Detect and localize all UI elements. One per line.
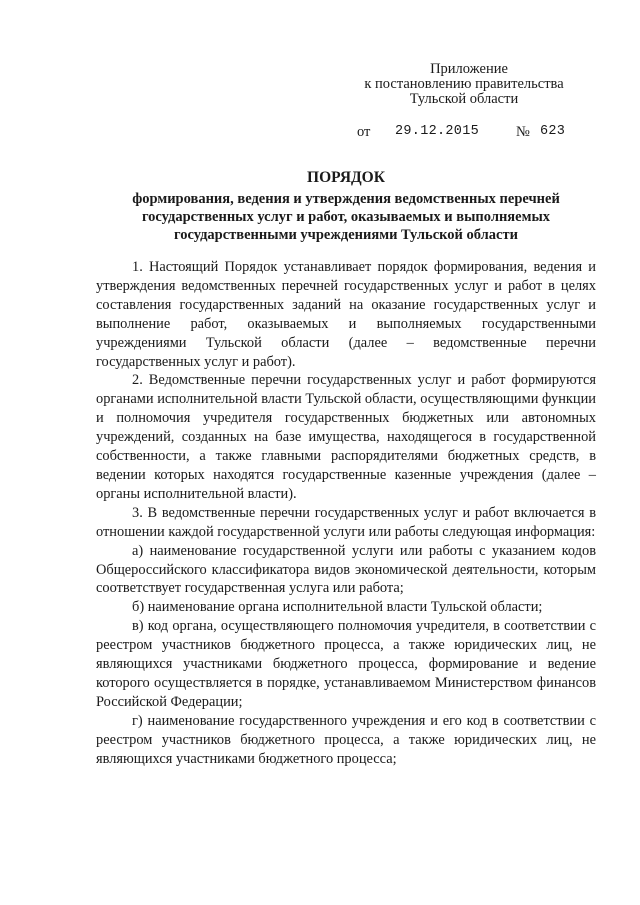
date-value: 29.12.2015 — [395, 124, 480, 139]
document-body — [96, 258, 596, 768]
appendix-header — [358, 62, 570, 107]
number-value: 623 — [540, 124, 566, 139]
paragraph-3b: б) наименование органа исполнительной власти Тульской области; — [132, 599, 543, 616]
appendix-label: Приложение — [430, 61, 508, 77]
date-label: от — [357, 124, 371, 140]
number-label: № — [516, 124, 530, 140]
paragraph-3: 3. В ведомственные перечни государственных услуг и работ включается в отношении каждой государственной услуги или работы следующая информация: — [96, 504, 596, 540]
document-title: ПОРЯДОК — [307, 169, 385, 186]
appendix-region-line: Тульской области — [409, 91, 519, 107]
paragraph-1: 1. Настоящий Порядок устанавливает порядок формирования, ведения и утверждения ведомственных перечней государственных услуг и работ в целях составления государственных заданий на оказание государственных услуг и выполнение работ, оказываемых и выполняемых государственными учреждениями Тульской области (далее – ведомственные перечни государственных услуг и работ). — [96, 259, 596, 370]
paragraph-2: 2. Ведомственные перечни государственных услуг и работ формируются органами исполнительной власти Тульской области, осуществляющими функции и полномочия учредителя государственных бюджетных или автономных учреждений, созданных на базе имущества, находящегося в государственной собственности, а также главными распорядителями бюджетных средств, в ведении которых находятся государственные казенные учреждения (далее – органы исполнительной власти). — [96, 372, 596, 502]
paragraph-3v: в) код органа, осуществляющего полномочия учредителя, в соответствии с реестром участников бюджетного процесса, а также юридических лиц, не являющихся участниками бюджетного процесса, формирование и ведение которого осуществляется в порядке, устанавливаемом Министерством финансов Российской Федерации; — [96, 618, 596, 710]
appendix-resolution-line: к постановлению правительства — [364, 76, 564, 92]
subtitle-line-3: государственными учреждениями Тульской области — [174, 227, 518, 243]
resolution-date-number — [357, 124, 587, 140]
subtitle-line-2: государственных услуг и работ, оказываемых и выполняемых — [141, 209, 551, 225]
document-subtitle — [96, 190, 596, 244]
paragraph-3a: а) наименование государственной услуги или работы с указанием кодов Общероссийского классификатора видов экономической деятельности, которым соответствует государственная услуга или работа; — [96, 542, 596, 597]
paragraph-3g: г) наименование государственного учреждения и его код в соответствии с реестром участников бюджетного процесса, а также юридических лиц, не являющихся участниками бюджетного процесса; — [96, 712, 596, 767]
subtitle-line-1: формирования, ведения и утверждения ведомственных перечней — [132, 191, 560, 207]
